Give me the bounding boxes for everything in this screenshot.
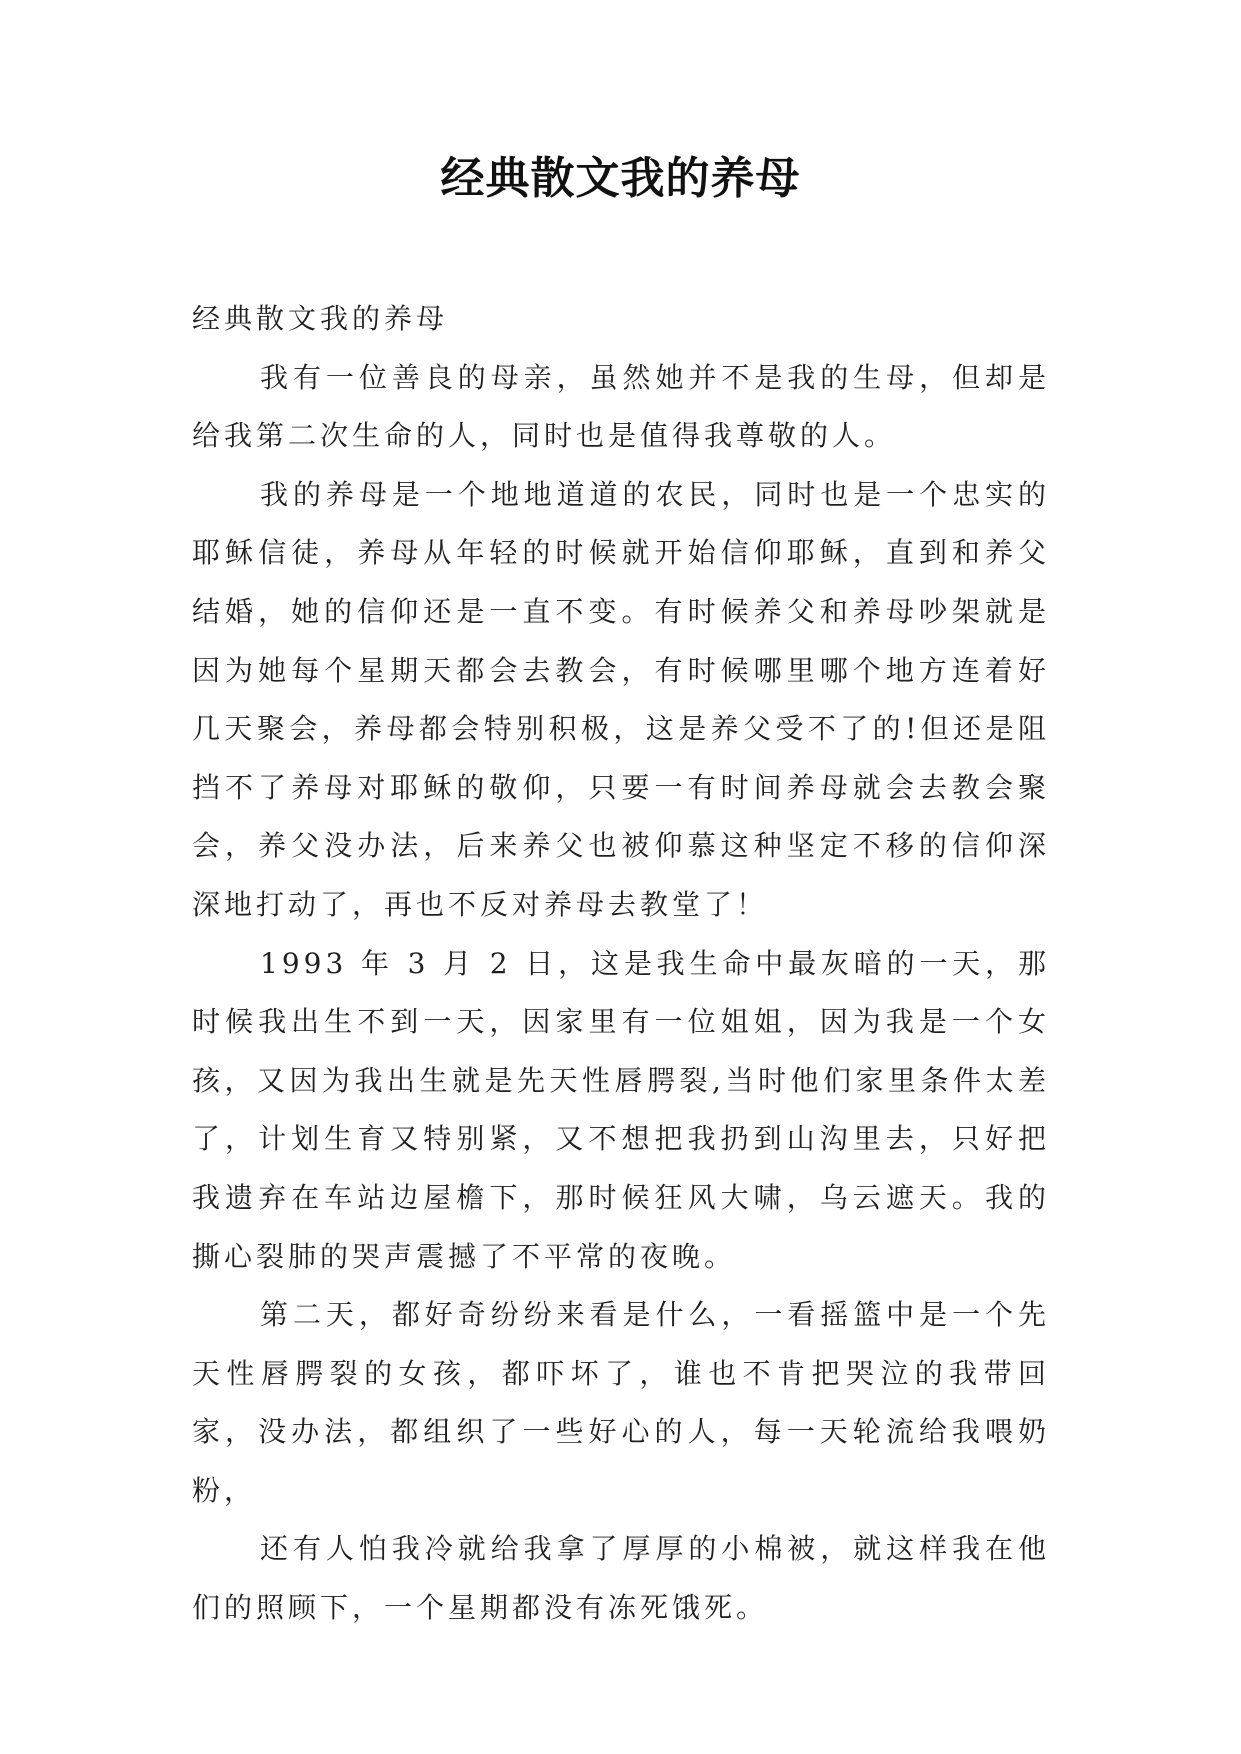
paragraph-quilt: 还有人怕我冷就给我拿了厚厚的小棉被，就这样我在他们的照顾下，一个星期都没有冻死饿死。: [192, 1532, 1050, 1625]
subtitle-paragraph: 经典散文我的养母: [192, 302, 449, 335]
document-body: [192, 290, 1050, 1638]
paragraph-second-day: 第二天，都好奇纷纷来看是什么，一看摇篮中是一个先天性唇腭裂的女孩，都吓坏了，谁也不肯把哭泣的我带回家，没办法，都组织了一些好心的人，每一天轮流给我喂奶粉，: [192, 1298, 1050, 1507]
paragraph-intro: 我有一位善良的母亲，虽然她并不是我的生母，但却是给我第二次生命的人，同时也是值得我尊敬的人。: [192, 360, 1050, 453]
paragraph-faith: 我的养母是一个地地道道的农民，同时也是一个忠实的耶稣信徒，养母从年轻的时候就开始信仰耶稣，直到和养父结婚，她的信仰还是一直不变。有时候养父和养母吵架就是因为她每个星期天都会去教会，有时候哪里哪个地方连着好几天聚会，养母都会特别积极，这是养父受不了的!但还是阻挡不了养母对耶稣的敬仰，只要一有时间养母就会去教会聚会，养父没办法，后来养父也被仰慕这种坚定不移的信仰深深地打动了，再也不反对养母去教堂了！: [192, 477, 1050, 921]
document-title: 经典散文我的养母: [440, 153, 801, 204]
paragraph-birth: 1993 年 3 月 2 日，这是我生命中最灰暗的一天，那时候我出生不到一天，因家里有一位姐姐，因为我是一个女孩，又因为我出生就是先天性唇腭裂,当时他们家里条件太差了，计划生育又特别紧，又不想把我扔到山沟里去，只好把我遗弃在车站边屋檐下，那时候狂风大啸，乌云遮天。我的撕心裂肺的哭声震撼了不平常的夜晚。: [192, 946, 1050, 1273]
